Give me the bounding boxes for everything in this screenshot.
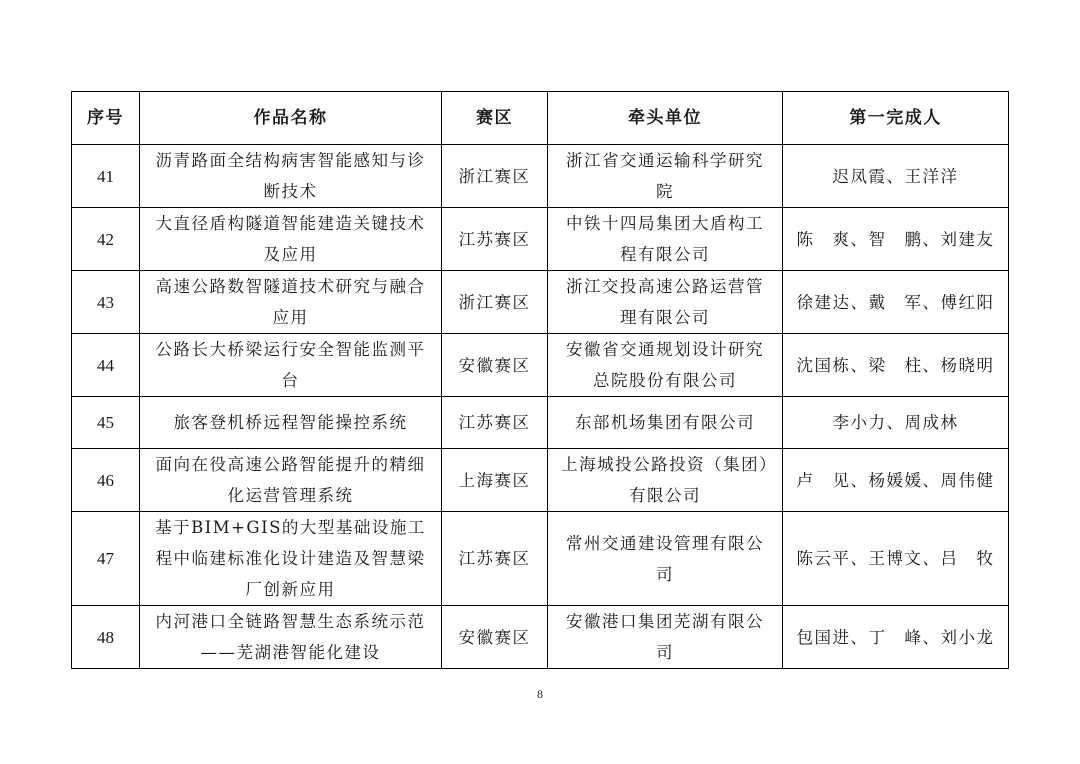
header-region: 赛区 xyxy=(442,92,548,145)
awards-table xyxy=(71,91,1009,669)
row-no: 44 xyxy=(72,334,140,397)
row-no: 45 xyxy=(72,397,140,449)
row-region: 江苏赛区 xyxy=(442,397,548,449)
row-work: 内河港口全链路智慧生态系统示范——芜湖港智能化建设 xyxy=(140,606,442,669)
table-row xyxy=(72,512,1009,606)
row-person: 陈云平、王博文、吕 牧 xyxy=(783,512,1009,606)
table-row xyxy=(72,145,1009,208)
row-region: 江苏赛区 xyxy=(442,208,548,271)
row-work: 面向在役高速公路智能提升的精细化运营管理系统 xyxy=(140,449,442,512)
table-row xyxy=(72,271,1009,334)
row-person: 卢 见、杨媛媛、周伟健 xyxy=(783,449,1009,512)
row-work: 高速公路数智隧道技术研究与融合应用 xyxy=(140,271,442,334)
row-region: 安徽赛区 xyxy=(442,334,548,397)
row-no: 42 xyxy=(72,208,140,271)
header-no: 序号 xyxy=(72,92,140,145)
row-person: 沈国栋、梁 柱、杨晓明 xyxy=(783,334,1009,397)
row-work: 沥青路面全结构病害智能感知与诊断技术 xyxy=(140,145,442,208)
row-work: 基于BIM+GIS的大型基础设施工程中临建标准化设计建造及智慧梁厂创新应用 xyxy=(140,512,442,606)
header-lead: 牵头单位 xyxy=(548,92,783,145)
row-no: 41 xyxy=(72,145,140,208)
row-lead: 安徽港口集团芜湖有限公司 xyxy=(548,606,783,669)
row-no: 46 xyxy=(72,449,140,512)
row-no: 48 xyxy=(72,606,140,669)
row-lead: 中铁十四局集团大盾构工程有限公司 xyxy=(548,208,783,271)
row-region: 上海赛区 xyxy=(442,449,548,512)
row-person: 包国进、丁 峰、刘小龙 xyxy=(783,606,1009,669)
table-row xyxy=(72,334,1009,397)
row-region: 江苏赛区 xyxy=(442,512,548,606)
row-work: 大直径盾构隧道智能建造关键技术及应用 xyxy=(140,208,442,271)
row-region: 浙江赛区 xyxy=(442,271,548,334)
row-person: 迟凤霞、王洋洋 xyxy=(783,145,1009,208)
row-lead: 东部机场集团有限公司 xyxy=(548,397,783,449)
row-lead: 浙江省交通运输科学研究院 xyxy=(548,145,783,208)
row-no: 47 xyxy=(72,512,140,606)
row-lead: 常州交通建设管理有限公司 xyxy=(548,512,783,606)
table-row xyxy=(72,606,1009,669)
row-person: 陈 爽、智 鹏、刘建友 xyxy=(783,208,1009,271)
row-person: 徐建达、戴 军、傅红阳 xyxy=(783,271,1009,334)
table-row xyxy=(72,208,1009,271)
page-number: 8 xyxy=(537,687,543,701)
header-work: 作品名称 xyxy=(140,92,442,145)
row-lead: 安徽省交通规划设计研究总院股份有限公司 xyxy=(548,334,783,397)
row-lead: 上海城投公路投资（集团）有限公司 xyxy=(548,449,783,512)
row-lead: 浙江交投高速公路运营管理有限公司 xyxy=(548,271,783,334)
row-person: 李小力、周成林 xyxy=(783,397,1009,449)
header-person: 第一完成人 xyxy=(783,92,1009,145)
row-no: 43 xyxy=(72,271,140,334)
table-row xyxy=(72,449,1009,512)
table-header-row xyxy=(72,92,1009,145)
table-row xyxy=(72,397,1009,449)
row-region: 浙江赛区 xyxy=(442,145,548,208)
row-region: 安徽赛区 xyxy=(442,606,548,669)
row-work: 公路长大桥梁运行安全智能监测平台 xyxy=(140,334,442,397)
row-work: 旅客登机桥远程智能操控系统 xyxy=(140,397,442,449)
